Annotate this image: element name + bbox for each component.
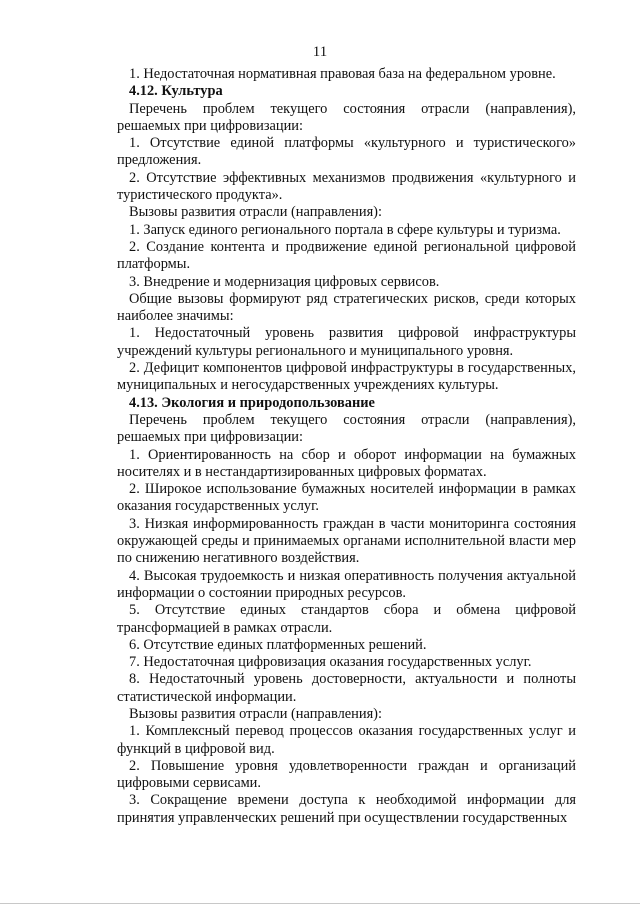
paragraph: Общие вызовы формируют ряд стратегических рисков, среди которых наиболее значимы: [117, 290, 576, 325]
list-item: 8. Недостаточный уровень достоверности, актуальности и полноты статистической информации. [117, 671, 576, 705]
page-edge-divider [0, 903, 640, 904]
list-item: 5. Отсутствие единых стандартов сбора и обмена цифровой трансформацией в рамках отрасли. [117, 602, 576, 636]
list-item: 1. Ориентированность на сбор и оборот информации на бумажных носителях и в нестандартизированных цифровых форматах. [117, 446, 576, 480]
section-heading-ecology: 4.13. Экология и природопользование [129, 394, 375, 411]
list-item: 2. Создание контента и продвижение единой региональной цифровой платформы. [117, 238, 576, 273]
document-body [117, 66, 576, 827]
list-item: 1. Запуск единого регионального портала в сфере культуры и туризма. [129, 221, 561, 238]
list-item: 1. Комплексный перевод процессов оказания государственных услуг и функций в цифровой вид. [117, 723, 576, 757]
list-item: 4. Высокая трудоемкость и низкая оперативность получения актуальной информации о состоянии природных ресурсов. [117, 567, 576, 601]
list-item: 3. Сокращение времени доступа к необходимой информации для принятия управленческих решений при осуществлении государственных [117, 792, 576, 826]
paragraph: Вызовы развития отрасли (направления): [129, 204, 382, 221]
paragraph: Вызовы развития отрасли (направления): [129, 705, 382, 722]
list-item: 2. Повышение уровня удовлетворенности граждан и организаций цифровыми сервисами. [117, 757, 576, 792]
section-heading-culture: 4.12. Культура [129, 83, 223, 100]
list-item: 6. Отсутствие единых платформенных решений. [129, 636, 427, 653]
list-item: 7. Недостаточная цифровизация оказания государственных услуг. [129, 654, 532, 671]
list-item: 1. Недостаточный уровень развития цифровой инфраструктуры учреждений культуры регионального и муниципального уровня. [117, 325, 576, 359]
list-item: 2. Дефицит компонентов цифровой инфраструктуры в государственных, муниципальных и негосударственных учреждениях культуры. [117, 360, 576, 394]
paragraph: Перечень проблем текущего состояния отрасли (направления), решаемых при цифровизации: [117, 100, 576, 134]
list-item: 2. Отсутствие эффективных механизмов продвижения «культурного и туристического продукта». [117, 169, 576, 204]
page-number: 11 [312, 44, 328, 60]
list-item: 2. Широкое использование бумажных носителей информации в рамках оказания государственных услуг. [117, 481, 576, 515]
list-item: 3. Внедрение и модернизация цифровых сервисов. [129, 273, 440, 290]
list-item: 3. Низкая информированность граждан в части мониторинга состояния окружающей среды и принимаемых органами исполнительной власти мер по снижению негативного воздействия. [117, 515, 576, 567]
paragraph: Перечень проблем текущего состояния отрасли (направления), решаемых при цифровизации: [117, 411, 576, 446]
list-item: 1. Отсутствие единой платформы «культурного и туристического» предложения. [117, 135, 576, 169]
paragraph: 1. Недостаточная нормативная правовая база на федеральном уровне. [129, 66, 556, 82]
